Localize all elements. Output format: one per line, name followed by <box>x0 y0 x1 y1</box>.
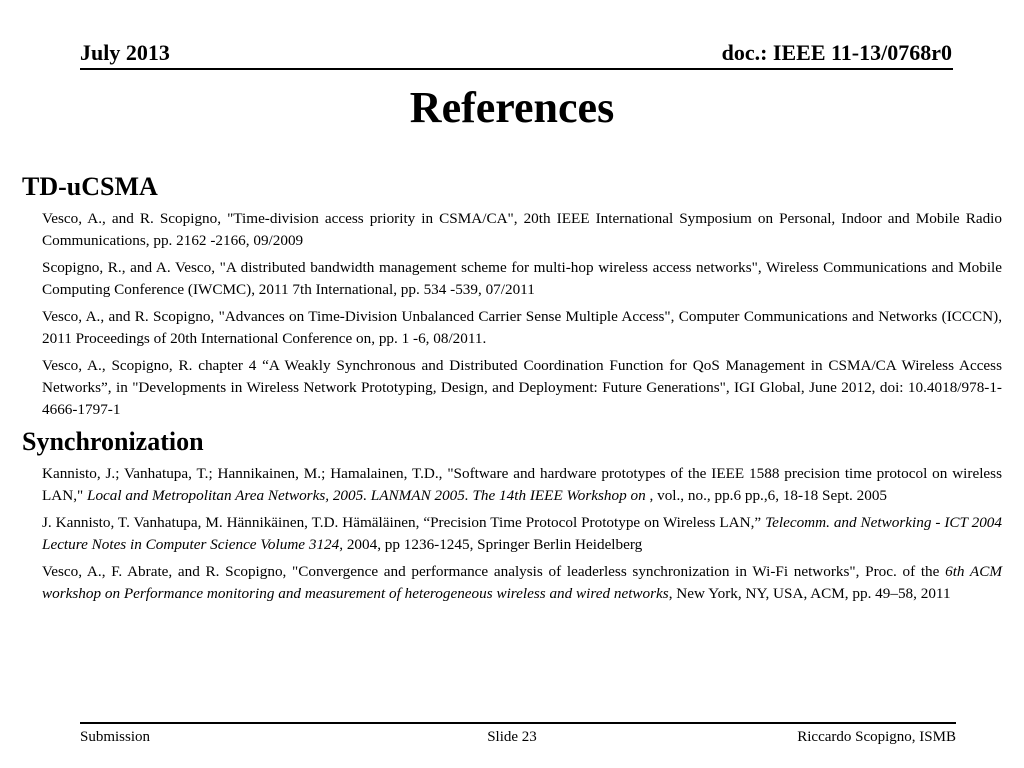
reference-details: , 2004, pp 1236-1245, Springer Berlin Heidelberg <box>339 536 643 553</box>
reference-text: Vesco, A., F. Abrate, and R. Scopigno, "Convergence and performance analysis of leaderless synchronization in Wi-Fi networks", Proc. of the <box>42 563 946 580</box>
footer-slide-number: Slide 23 <box>487 729 537 745</box>
reference-item: Vesco, A., Scopigno, R. chapter 4 “A Weakly Synchronous and Distributed Coordination Function for QoS Management in CSMA/CA Wireless Access Networks”, in "Developments in Wireless Network Prototyping, Design, and Deployment: Future Generations", IGI Global, June 2012, doi: 10.4018/978-1-4666-1797-1 <box>42 357 1002 418</box>
reference-item: Vesco, A., and R. Scopigno, "Time-division access priority in CSMA/CA", 20th IEEE International Symposium on Personal, Indoor and Mobile Radio Communications, pp. 2162 -2166, 09/2009 <box>42 210 1002 249</box>
header-divider <box>80 68 953 70</box>
slide-title: References <box>409 83 615 132</box>
header-date: July 2013 <box>80 40 170 65</box>
slide-content <box>22 170 1002 605</box>
reference-item: Vesco, A., and R. Scopigno, "Advances on Time-Division Unbalanced Carrier Sense Multiple Access", Computer Communications and Networks (ICCCN), 2011 Proceedings of 20th International Conference on, pp. 1 -6, 08/2011. <box>42 308 1002 347</box>
footer-author: Riccardo Scopigno, ISMB <box>797 729 956 745</box>
reference-item <box>42 463 1002 507</box>
reference-item: Scopigno, R., and A. Vesco, "A distributed bandwidth management scheme for multi-hop wireless access networks", Wireless Communications and Mobile Computing Conference (IWCMC), 2011 7th International, pp. 534 -539, 07/2011 <box>42 259 1002 298</box>
reference-venue: 6th ACM workshop on Performance monitoring and measurement of heterogeneous wireless and wired networks <box>42 563 1002 602</box>
footer-divider <box>80 722 956 724</box>
reference-details: , vol., no., pp.6 pp.,6, 18-18 Sept. 2005 <box>645 487 888 504</box>
header-doc-id: doc.: IEEE 11-13/0768r0 <box>721 40 952 65</box>
reference-venue: Telecomm. and Networking - ICT 2004 Lecture Notes in Computer Science Volume 3124 <box>42 514 1002 553</box>
reference-details: , New York, NY, USA, ACM, pp. 49–58, 2011 <box>668 585 951 602</box>
section-heading-td-ucsma: TD-uCSMA <box>22 172 158 201</box>
footer-submission: Submission <box>80 729 151 745</box>
reference-text: J. Kannisto, T. Vanhatupa, M. Hännikäinen, T.D. Hämäläinen, “Precision Time Protocol Prototype on Wireless LAN,” <box>42 514 766 531</box>
reference-venue: Local and Metropolitan Area Networks, 2005. LANMAN 2005. The 14th IEEE Workshop on <box>87 487 646 504</box>
reference-text: Kannisto, J.; Vanhatupa, T.; Hannikainen, M.; Hamalainen, T.D., "Software and hardware prototypes of the IEEE 1588 precision time protocol on wireless LAN," <box>42 465 1002 504</box>
reference-item <box>42 512 1002 556</box>
section-heading-synchronization: Synchronization <box>22 427 204 456</box>
reference-item <box>42 561 1002 605</box>
